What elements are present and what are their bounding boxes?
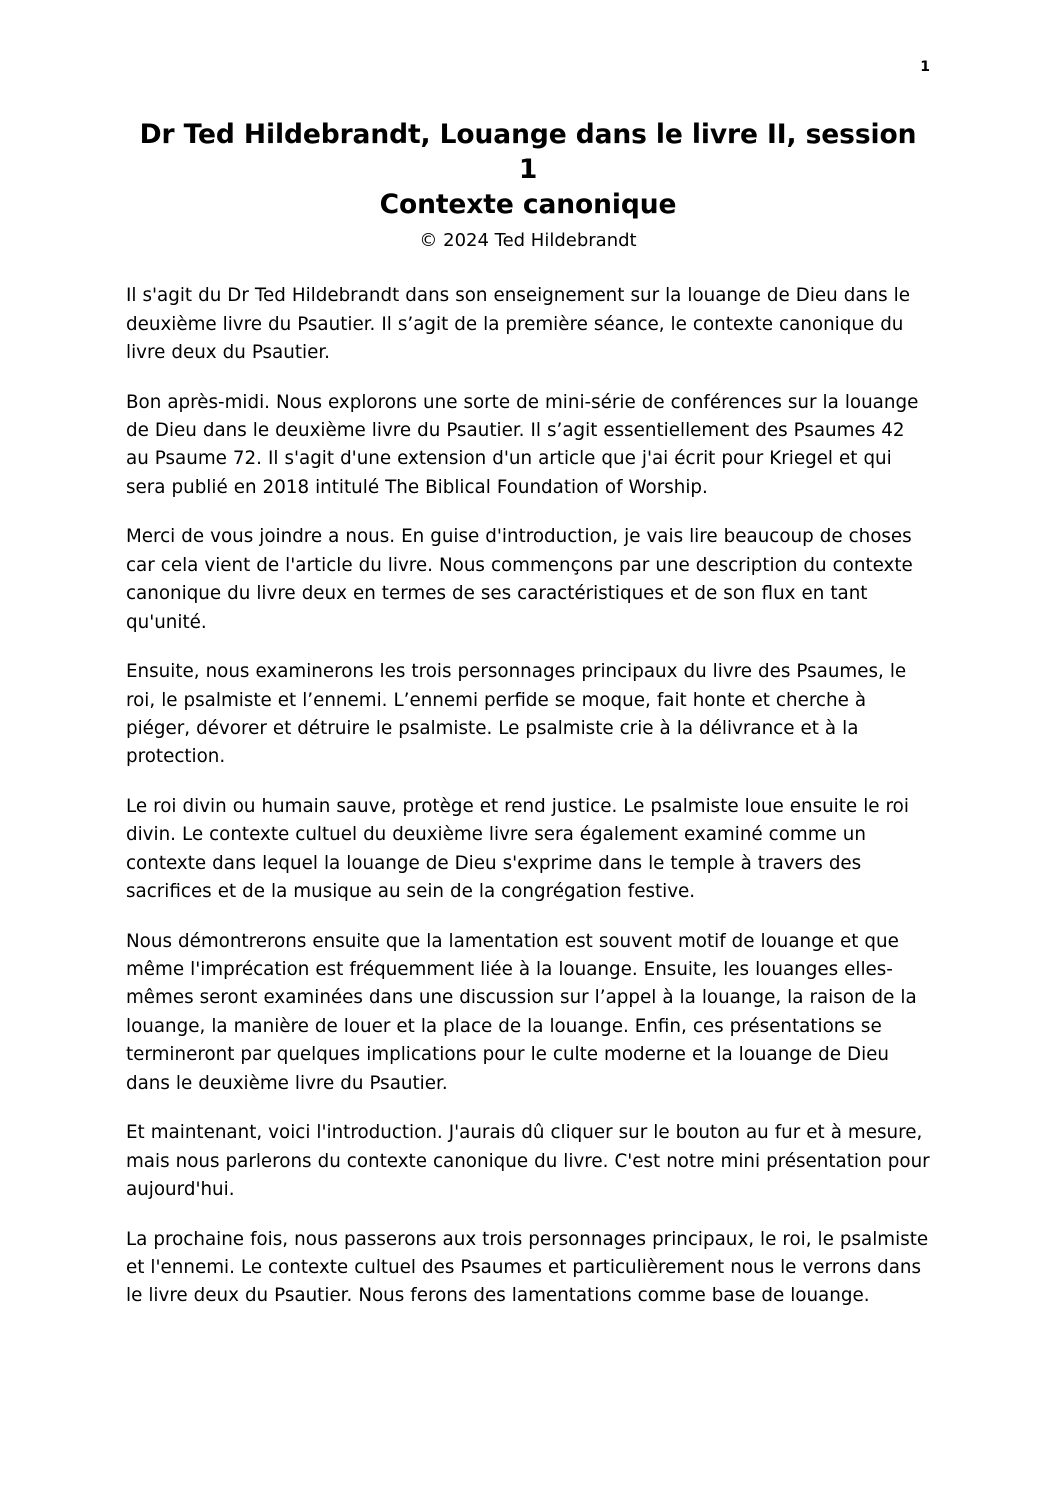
page-number: 1 [920,59,930,75]
page-title-line-2: Contexte canonique [379,188,677,220]
paragraph: Nous démontrerons ensuite que la lamentation est souvent motif de louange et que même l'imprécation est fréquemment liée à la louange. Ensuite, les louanges elles-mêmes seront examinées dans une discussion sur l’appel à la louange, la raison de la louange, la manière de louer et la place de la louange. Enfin, ces présentations se termineront par quelques implications pour le culte moderne et la louange de Dieu dans le deuxième livre du Psautier. [126,930,917,1094]
paragraph: Bon après-midi. Nous explorons une sorte de mini-série de conférences sur la louange de Dieu dans le deuxième livre du Psautier. Il s’agit essentiellement des Psaumes 42 au Psaume 72. Il s'agit d'une extension d'un article que j'ai écrit pour Kriegel et qui sera publié en 2018 intitulé The Biblical Foundation of Worship. [126,391,919,498]
paragraph: Le roi divin ou humain sauve, protège et rend justice. Le psalmiste loue ensuite le roi divin. Le contexte cultuel du deuxième livre sera également examiné comme un contexte dans lequel la louange de Dieu s'exprime dans le temple à travers des sacrifices et de la musique au sein de la congrégation festive. [126,795,909,903]
paragraph: Et maintenant, voici l'introduction. J'aurais dû cliquer sur le bouton au fur et à mesure, mais nous parlerons du contexte canonique du livre. C'est notre mini présentation pour aujourd'hui. [126,1122,930,1201]
paragraph: La prochaine fois, nous passerons aux trois personnages principaux, le roi, le psalmiste et l'ennemi. Le contexte cultuel des Psaumes et particulièrement nous le verrons dans le livre deux du Psautier. Nous ferons des lamentations comme base de louange. [126,1228,929,1307]
document-content [126,118,930,1311]
paragraph: Il s'agit du Dr Ted Hildebrandt dans son enseignement sur la louange de Dieu dans le deuxième livre du Psautier. Il s’agit de la première séance, le contexte canonique du livre deux du Psautier. [126,285,911,364]
paragraph: Ensuite, nous examinerons les trois personnages principaux du livre des Psaumes, le roi, le psalmiste et l’ennemi. L’ennemi perfide se moque, fait honte et cherche à piéger, dévorer et détruire le psalmiste. Le psalmiste crie à la délivrance et à la protection. [126,661,907,768]
paragraph: Merci de vous joindre a nous. En guise d'introduction, je vais lire beaucoup de choses car cela vient de l'article du livre. Nous commençons par une description du contexte canonique du livre deux en termes de ses caractéristiques et de son flux en tant qu'unité. [126,526,913,633]
page-title-line-1: Dr Ted Hildebrandt, Louange dans le livre II, session 1 [139,119,917,185]
page-title [126,118,930,223]
copyright-line: © 2024 Ted Hildebrandt [419,229,637,251]
body-text [126,282,930,1311]
